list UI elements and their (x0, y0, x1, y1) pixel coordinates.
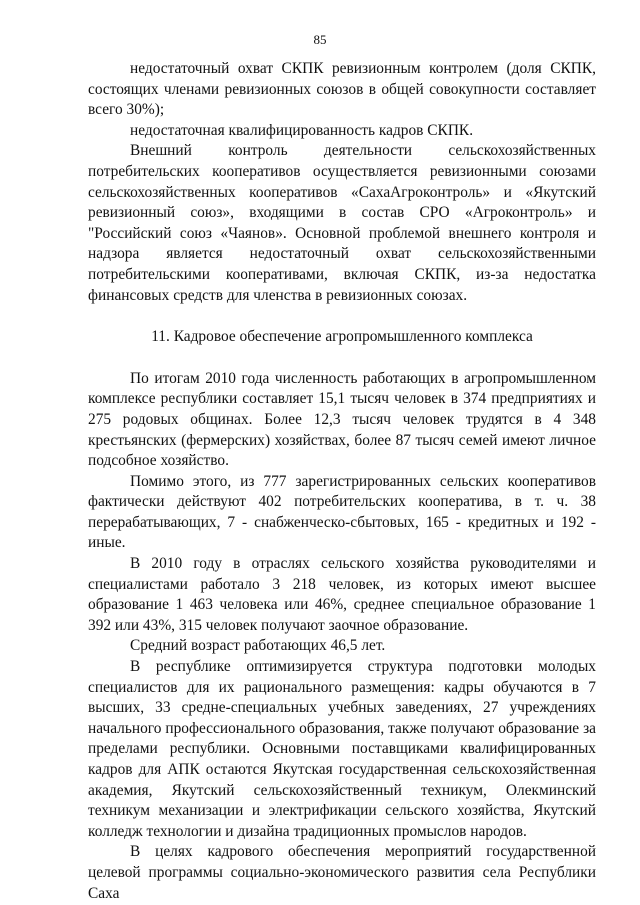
paragraph-9: В целях кадрового обеспечения мероприятий государственной целевой программы социально-экономического развития села Республики Саха (88, 843, 596, 902)
paragraph-5: Помимо этого, из 777 зарегистрированных сельских кооперативов фактически действуют 402 потребительских кооператива, в т. ч. 38 перерабатывающих, 7 - снабженческо-сбытовых, 165 - кредитных и 192 - иные. (88, 472, 596, 552)
paragraph-1: недостаточный охват СКПК ревизионным контролем (доля СКПК, состоящих членами ревизионных союзов в общей совокупности составляет всего 30%); (88, 60, 596, 119)
document-body (88, 59, 596, 904)
paragraph-3: Внешний контроль деятельности сельскохозяйственных потребительских кооперативов осуществляется ревизионными союзами сельскохозяйственных кооперативов «СахаАгроконтроль» и «Якутский ревизионный союз», входящими в состав СРО «Агроконтроль» и "Российский союз «Чаянов». Основной проблемой внешнего контроля и надзора является недостаточный охват сельскохозяйственными потребительскими кооперативами, включая СКПК, из-за недостатка финансовых средств для членства в ревизионных союзах. (88, 142, 596, 304)
paragraph-6: В 2010 году в отраслях сельского хозяйства руководителями и специалистами работало 3 218 человек, из которых имеют высшее образование 1 463 человека или 46%, среднее специальное образование 1 392 или 43%, 315 человек получают заочное образование. (88, 555, 596, 634)
section-heading: 11. Кадровое обеспечение агропромышленного комплекса (151, 328, 533, 346)
page-number: 85 (313, 32, 327, 47)
paragraph-8: В республике оптимизируется структура подготовки молодых специалистов для их рационального размещения: кадры обучаются в 7 высших, 33 средне-специальных учебных заведениях, 27 учреждениях начального профессионального образования, также получают образование за пределами республики. Основными поставщиками квалифицированных кадров для АПК остаются Якутская государственная сельскохозяйственная академия, Якутский сельскохозяйственный техникум, Олекминский техникум механизации и электрификации сельского хозяйства, Якутский колледж технологии и дизайна традиционных промыслов народов. (88, 658, 596, 840)
paragraph-7: Средний возраст работающих 46,5 лет. (130, 637, 386, 655)
paragraph-4: По итогам 2010 года численность работающих в агропромышленном комплексе республики составляет 15,1 тысяч человек в 374 предприятиях и 275 родовых общинах. Более 12,3 тысяч человек трудятся в 4 348 крестьянских (фермерских) хозяйствах, более 87 тысяч семей имеют личное подсобное хозяйство. (88, 369, 596, 470)
paragraph-2: недостаточная квалифицированность кадров СКПК. (130, 121, 474, 139)
